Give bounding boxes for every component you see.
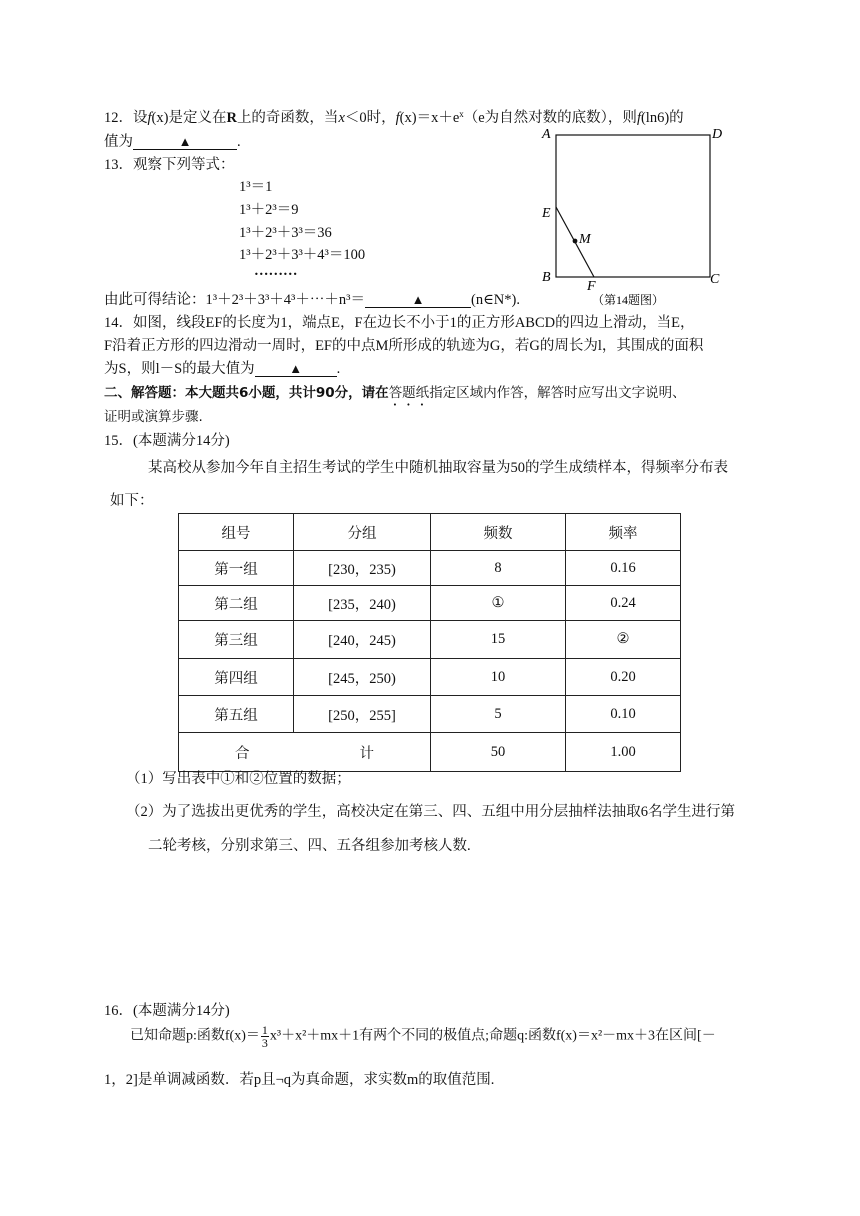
label-c: C — [710, 272, 720, 287]
table-row — [179, 696, 681, 733]
table-cell: 第一组 — [179, 551, 294, 586]
table-row — [179, 659, 681, 696]
table-cell: 第五组 — [179, 696, 294, 733]
table-header: 频率 — [566, 514, 681, 551]
q15-paragraph-cont: 如下： — [110, 493, 154, 509]
table-row — [179, 551, 681, 586]
q16-header: 16．(本题满分14分) — [104, 1003, 230, 1019]
q13-equation: 1³＝1 — [239, 179, 273, 195]
table-cell: [245，250) — [294, 659, 431, 696]
q13-answer-blank[interactable] — [365, 293, 471, 308]
table-cell: 0.16 — [566, 551, 681, 586]
q16-line2: 1，2]是单调减函数．若p且¬q为真命题，求实数m的取值范围. — [104, 1072, 495, 1088]
q14-line2: F沿着正方形的四边滑动一周时，EF的中点M所形成的轨迹为G，若G的周长为l，其围成的面积 — [104, 338, 704, 354]
section-heading-line2: 证明或演算步骤. — [104, 409, 203, 425]
square-abcd — [556, 135, 710, 277]
table-cell: 第二组 — [179, 586, 294, 621]
table-cell: 50 — [431, 733, 566, 772]
q15-sub1: （1）写出表中①和②位置的数据； — [126, 771, 351, 787]
table-row — [179, 621, 681, 659]
q14-line3: 为S，则l－S的最大值为 ▲ . — [104, 361, 341, 377]
table-total-label: 合 计 — [179, 733, 431, 772]
q14-line1: 14．如图，线段EF的长度为1，端点E，F在边长不小于1的正方形ABCD的四边上滑动，当E， — [104, 315, 695, 331]
figure-caption: （第14题图） — [592, 293, 665, 307]
q16-line1: 已知命题p:函数f(x)＝ $\frac{1}{3}$ x³＋x²＋mx＋1有两个不同的极值点;命题q:函数f(x)＝x²－mx＋3在区间[－ — [130, 1023, 716, 1050]
triangle-icon: ▲ — [411, 292, 425, 307]
table-header: 分组 — [294, 514, 431, 551]
q15-sub2: （2）为了选拔出更优秀的学生，高校决定在第三、四、五组中用分层抽样法抽取6名学生进行第 — [126, 804, 735, 820]
q13-conclusion: 由此可得结论：1³＋2³＋3³＋4³＋⋯＋n³＝ ▲ (n∈N*). — [104, 292, 520, 308]
table-header: 频数 — [431, 514, 566, 551]
q13-equation: 1³＋2³＋3³＋4³＝100 — [239, 247, 366, 263]
table-cell: [230，235) — [294, 551, 431, 586]
table-cell: 0.10 — [566, 696, 681, 733]
label-e: E — [542, 206, 551, 221]
table-cell: ① — [431, 586, 566, 621]
table-cell: [235，240) — [294, 586, 431, 621]
q13-ellipsis: ……… — [254, 263, 298, 279]
table-row — [179, 586, 681, 621]
square-figure — [530, 122, 750, 308]
table-cell: 第四组 — [179, 659, 294, 696]
table-header-row — [179, 514, 681, 551]
q15-sub2-cont: 二轮考核，分别求第三、四、五各组参加考核人数. — [148, 838, 471, 854]
table-cell: 1.00 — [566, 733, 681, 772]
q13-intro: 13．观察下列等式： — [104, 157, 235, 173]
table-cell: 10 — [431, 659, 566, 696]
frequency-table — [178, 513, 681, 772]
q15-paragraph: 某高校从参加今年自主招生考试的学生中随机抽取容量为50的学生成绩样本，得频率分布表 — [148, 460, 728, 476]
table-cell: 0.24 — [566, 586, 681, 621]
section-heading: 二、解答题：本大题共6小题，共计90分，请在答题纸指定区域内作答，解答时应写出文字说明、 — [104, 385, 686, 401]
table-cell: ② — [566, 621, 681, 659]
triangle-icon: ▲ — [178, 134, 192, 149]
label-a: A — [542, 127, 551, 142]
triangle-icon: ▲ — [289, 361, 303, 376]
q12-line1: 12．设f(x)是定义在R上的奇函数，当x＜0时，$f(x)=x+e^x(e$为自然对数的底数），则f(ln6)的 — [104, 109, 684, 126]
label-b: B — [542, 270, 551, 285]
q12-line2: 值为 ▲ . — [104, 134, 241, 150]
q13-equation: 1³＋2³＝9 — [239, 202, 299, 218]
label-m: M — [579, 232, 591, 247]
table-total-row — [179, 733, 681, 772]
table-cell: [240，245) — [294, 621, 431, 659]
q15-header: 15．(本题满分14分) — [104, 433, 230, 449]
fraction: $\frac{1}{3}$ — [261, 1023, 268, 1050]
table-header: 组号 — [179, 514, 294, 551]
table-cell: 8 — [431, 551, 566, 586]
table-cell: [250，255] — [294, 696, 431, 733]
table-cell: 第三组 — [179, 621, 294, 659]
table-cell: 5 — [431, 696, 566, 733]
midpoint-m — [573, 239, 578, 244]
q14-answer-blank[interactable] — [255, 362, 337, 377]
table-cell: 0.20 — [566, 659, 681, 696]
label-d: D — [712, 127, 723, 142]
q13-equation: 1³＋2³＋3³＝36 — [239, 225, 332, 241]
q12-answer-blank[interactable] — [133, 135, 237, 150]
table-cell: 15 — [431, 621, 566, 659]
label-f: F — [587, 279, 596, 294]
